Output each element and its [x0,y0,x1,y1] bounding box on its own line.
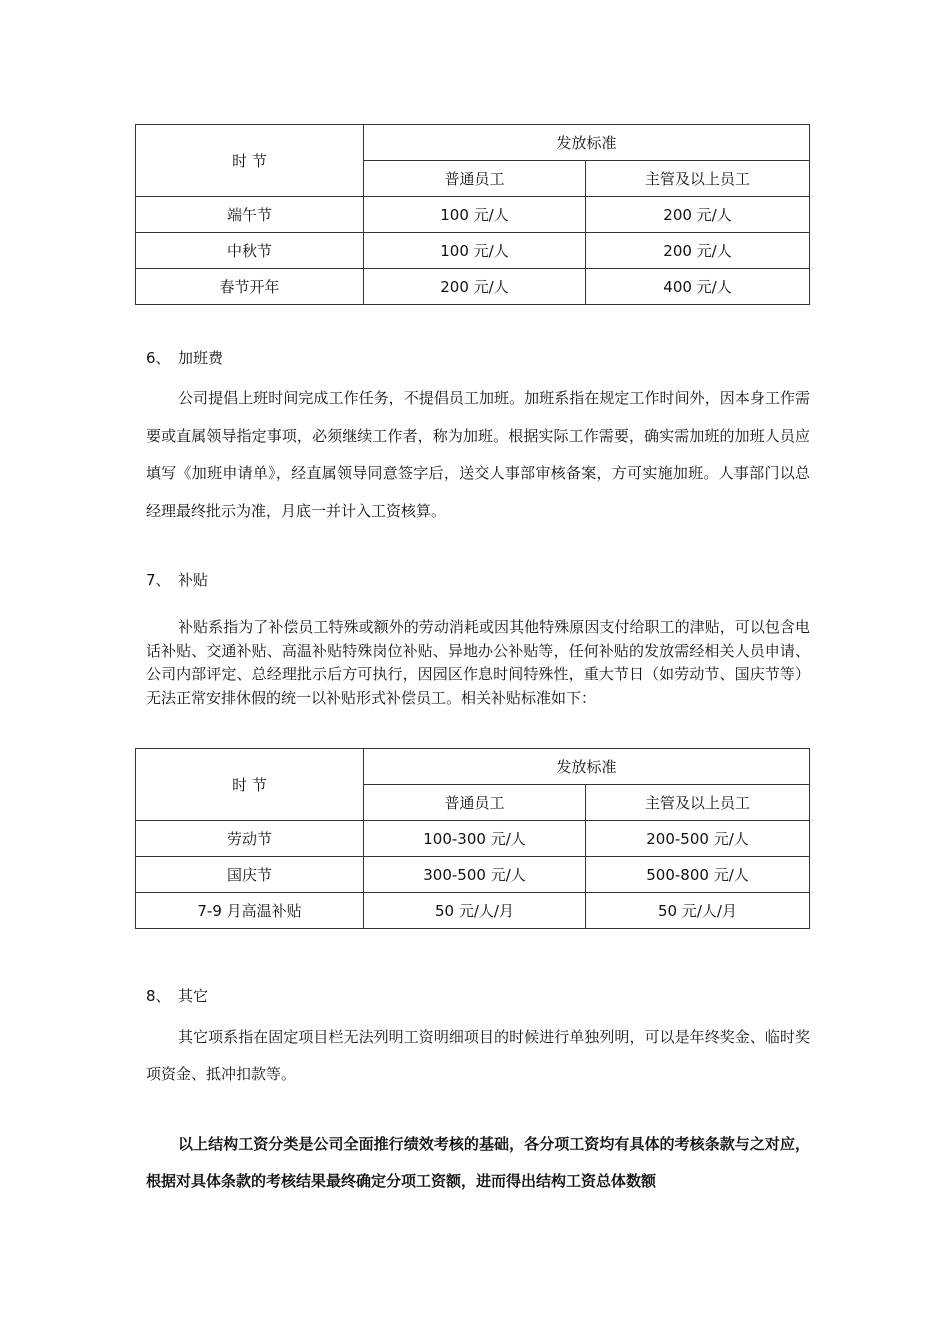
section-title: 加班费 [178,349,224,367]
cell-regular: 50 元/人/月 [364,893,586,929]
table-row [136,269,810,305]
cell-manager: 200 元/人 [586,197,810,233]
header-manager: 主管及以上员工 [586,785,810,821]
festival-allowance-table [135,124,810,305]
table-row [136,197,810,233]
table-row [136,857,810,893]
header-manager: 主管及以上员工 [586,161,810,197]
section-8-paragraph: 其它项系指在固定项目栏无法列明工资明细项目的时候进行单独列明，可以是年终奖金、临时奖项资金、抵冲扣款等。 [146,1028,810,1083]
cell-holiday: 国庆节 [136,857,364,893]
cell-regular: 100 元/人 [364,233,586,269]
header-regular: 普通员工 [364,161,586,197]
cell-holiday: 7-9 月高温补贴 [136,893,364,929]
section-7-text: 补贴系指为了补偿员工特殊或额外的劳动消耗或因其他特殊原因支付给职工的津贴，可以包含电话补贴、交通补贴、高温补贴特殊岗位补贴、异地办公补贴等，任何补贴的发放需经相关人员申请、公司内部评定、总经理批示后方可执行，因园区作息时间特殊性，重大节日（如劳动节、国庆节等）无法正常安排休假的统一以补贴形式补偿员工。相关补贴标准如下： [146,618,810,707]
table-row [136,893,810,929]
section-7-paragraph [146,616,810,710]
table-header-row [136,125,810,161]
section-6-heading [146,347,223,368]
section-number: 6、 [146,349,171,367]
section-number: 7、 [146,571,171,589]
conclusion-paragraph: 以上结构工资分类是公司全面推行绩效考核的基础，各分项工资均有具体的考核条款与之对应，根据对具体条款的考核结果最终确定分项工资额，进而得出结构工资总体数额 [146,1135,810,1190]
cell-manager: 50 元/人/月 [586,893,810,929]
section-number: 8、 [146,987,171,1005]
section-title: 补贴 [178,571,209,589]
cell-holiday: 端午节 [136,197,364,233]
table-header-row [136,749,810,785]
section-8-heading [146,985,208,1006]
cell-holiday: 春节开年 [136,269,364,305]
section-7-heading [146,569,208,590]
cell-regular: 100 元/人 [364,197,586,233]
section-6-paragraph: 公司提倡上班时间完成工作任务，不提倡员工加班。加班系指在规定工作时间外，因本身工作需要或直属领导指定事项，必须继续工作者，称为加班。根据实际工作需要，确实需加班的加班人员应填写《加班申请单》，经直属领导同意签字后，送交人事部审核备案，方可实施加班。人事部门以总经理最终批示为准，月底一并计入工资核算。 [146,389,810,520]
table-row [136,821,810,857]
header-holiday: 时 节 [136,749,364,821]
table-row [136,233,810,269]
cell-holiday: 中秋节 [136,233,364,269]
header-holiday: 时 节 [136,125,364,197]
cell-regular: 100-300 元/人 [364,821,586,857]
header-standard: 发放标准 [364,749,810,785]
cell-regular: 200 元/人 [364,269,586,305]
header-standard: 发放标准 [364,125,810,161]
section-title: 其它 [178,987,209,1005]
cell-manager: 500-800 元/人 [586,857,810,893]
cell-manager: 200 元/人 [586,233,810,269]
cell-regular: 300-500 元/人 [364,857,586,893]
cell-manager: 400 元/人 [586,269,810,305]
subsidy-table [135,748,810,929]
cell-manager: 200-500 元/人 [586,821,810,857]
header-regular: 普通员工 [364,785,586,821]
cell-holiday: 劳动节 [136,821,364,857]
